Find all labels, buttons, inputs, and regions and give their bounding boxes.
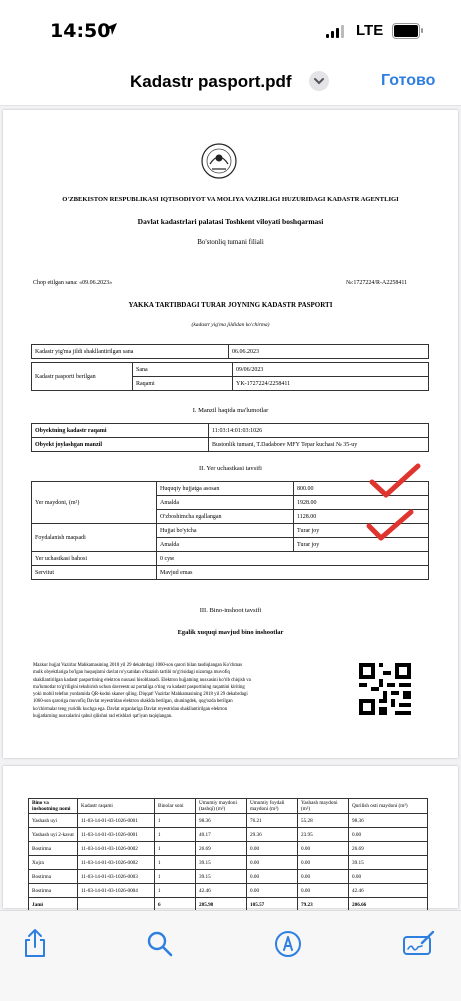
cell: 55.28 [298,814,349,828]
land-value-value: 0 сум [157,552,429,566]
document-subtitle: (kadastr yig'ma jildidan ko'chirma) [191,322,270,328]
address-label: Obyekt joylashgan manzil [32,438,209,452]
formed-date-label: Kadastr yig'ma jildi shakllantirilgan sana [32,345,229,359]
branch-heading: Bo'stonliq tumani filiali [197,238,264,246]
cell: 39.15 [196,870,247,884]
share-icon[interactable] [22,928,48,958]
cell: 11-03-14-01-03-1026-0001 [78,814,155,828]
cell: 11-03-14-01-03-1026-0004 [78,884,155,898]
footer-notice [33,662,251,720]
table-row [29,870,428,884]
search-icon[interactable] [146,930,174,958]
cell: 76.21 [247,814,298,828]
red-checkmark-icon [365,508,415,542]
unauthorized-area-label: O'zboshimcha egallangan [157,510,294,524]
unauthorized-area-value: 1128.00 [294,510,429,524]
column-header: Kadastr raqami [78,799,155,814]
number-label: Raqami [133,377,233,391]
land-value-label: Yer uchastkasi bahosi [32,552,157,566]
purpose-doc-label: Hujjat bo'yicha [157,524,294,538]
ownership-heading: Egalik xuquqi mavjud bino inshootlar [177,629,284,636]
cell: 11-03-14-01-03-1026-0002 [78,856,155,870]
footer-line: yoki mobil telefon yordamida QR-kodni skaner qiling. Diqqat! Vazirlar Mahkamasining 2018 yil 29 dekabrdagi [33,692,248,698]
cell: 105.57 [247,898,298,912]
footer-line: shakllantirilgan kadastr pasportining elektron nusxasi hisoblanadi. Elektron hujjatning nusxasini ko'rib chiqish va [33,677,251,683]
red-checkmark-icon [368,462,423,500]
battery-icon [392,23,420,39]
cell: 39.15 [196,856,247,870]
cell: 0.00 [298,884,349,898]
cell: 11-03-14-01-03-1026-0002 [78,842,155,856]
section-land-heading: II. Yer uchastkasi tavsifi [198,465,262,472]
servitut-label: Servitut [32,566,157,580]
cell: 42.46 [196,884,247,898]
document-title[interactable]: Kadastr pasport.pdf [130,72,292,91]
cell: 1 [155,884,196,898]
markup-icon[interactable] [273,929,303,959]
purpose-doc-value: Turar joy [294,524,429,538]
cell: 26.69 [196,842,247,856]
cell: 1 [155,842,196,856]
cell: 0.00 [247,842,298,856]
cell: 0.00 [298,856,349,870]
date-value: 09/06/2023 [233,363,429,377]
purpose-label: Foydalanish maqsadi [32,524,157,552]
cell: 1 [155,828,196,842]
cell: Bostirma [29,870,78,884]
cell: 1 [155,814,196,828]
section-building-heading: III. Bino-inshoot tavsifi [199,607,262,614]
table-row [29,842,428,856]
actual-area-value: 1928.00 [294,496,429,510]
chamber-heading: Davlat kadastrlari palatasi Toshkent viloyati boshqarmasi [137,217,324,226]
done-button[interactable]: Готово [381,72,436,89]
cell: 29.36 [247,828,298,842]
cell: 0.00 [247,870,298,884]
cell: 98.36 [196,814,247,828]
legal-area-value: 800.00 [294,482,429,496]
cell: 42.46 [349,884,428,898]
date-label: Sana [133,363,233,377]
qr-code-icon[interactable] [359,663,411,715]
status-bar [0,0,461,60]
cell: 0.00 [247,884,298,898]
cell: 1 [155,856,196,870]
cell: 79.23 [298,898,349,912]
footer-line: hujjatlarning nusxalarini qabul qilishni rad etishlari qat'iyan taqiqlangan. [33,714,173,720]
location-arrow-icon [104,22,118,36]
cell: Yashash uyi [29,814,78,828]
section-address-heading: I. Manzil haqida ma'lumotlar [192,407,269,414]
cell: 206.66 [349,898,428,912]
cell: Jami [29,898,78,912]
cell: 39.15 [349,856,428,870]
cellular-signal-icon [326,24,344,38]
issued-table [31,362,429,391]
footer-line: ko'chirmalar teng yuridik kuchga ega. Davlat organlariga Davlat reyestridan shakllantirilgan elektron [33,706,228,712]
footer-line: mulk obyektlariga bo'lgan huquqlarni davlat ro'yxatidan o'tkazish tartibi to'g'risidagi nizomga muvofiq [33,670,230,676]
print-date: Chop etilgan sana: «09.06.2023» [33,280,113,286]
cell: 11-03-14-01-03-1026-0003 [78,870,155,884]
signature-icon[interactable] [402,930,436,956]
issued-label: Kadastr pasporti berilgan [32,363,133,391]
footer-line: ma'lumotlar to'g'riligini tekshirish uchun davreestr.uz portaliga o'ting va kadastr pasportining raqamini kiriting [33,684,245,690]
area-label: Yer maydoni, (m²) [32,482,157,524]
column-header: Umumiy maydoni (tashqi) (m²) [196,799,247,814]
column-header: Qurilish osti maydoni (m²) [349,799,428,814]
passport-info-table [31,344,429,359]
column-header: Bino va inshootning nomi [29,799,78,814]
legal-area-label: Huquqiy hujjatga asosan [157,482,294,496]
bottom-toolbar [0,910,461,1001]
cell: 26.69 [349,842,428,856]
cell: 0.00 [298,842,349,856]
cell: 98.36 [349,814,428,828]
state-emblem-icon [200,142,238,180]
cell: 1 [155,870,196,884]
cell: 0.00 [298,870,349,884]
agency-heading: O'ZBEKISTON RESPUBLIKASI IQTISODIYOT VA MOLIYA VAZIRLIGI HUZURIDAGI KADASTR AGENTLIGI [62,196,399,203]
cell: 0.00 [349,828,428,842]
footer-line: 1060-son qaroriga muvofiq Davlat reyestridan elektron shaklda berilgan, shuningdek, qog'ozda berilgan [33,699,233,705]
table-row [29,814,428,828]
table-row [29,884,428,898]
formed-date-value: 06.06.2023 [229,345,429,359]
cell: 40.17 [196,828,247,842]
document-page-2 [3,766,458,908]
cell: Bostirma [29,842,78,856]
cell: 0.00 [247,856,298,870]
column-header: Yashash maydoni (m²) [298,799,349,814]
cell: Yashash uyi 2-kavat [29,828,78,842]
cell: 11-03-14-01-03-1026-0001 [78,828,155,842]
footer-line: Mazkur hujjat Vazirlar Mahkamasining 2018 yil 29 dekabrdagi 1060-son qarori bilan tasdiqlangan Ko'chmas [33,663,243,668]
buildings-table [28,798,428,912]
column-header: Binolar soni [155,799,196,814]
table-header-row [29,799,428,814]
cell: 0.00 [349,870,428,884]
cell: Bostirma [29,884,78,898]
cell: 6 [155,898,196,912]
address-value: Bustonlik tumani, T.Dadaboev MFY Tepar kuchasi № 35-uy [209,438,429,452]
document-title-heading: YAKKA TARTIBDAGI TURAR JOYNING KADASTR PASPORTI [128,301,333,309]
table-row [29,856,428,870]
chevron-down-icon[interactable] [309,71,329,91]
purpose-actual-value: Turar joy [294,538,429,552]
document-page-1 [3,110,458,758]
servitut-value: Mavjud emas [157,566,429,580]
cell: 23.95 [298,828,349,842]
address-table [31,423,429,452]
cell: Xojra [29,856,78,870]
cadastral-number-label: Obyektning kadastr raqami [32,424,209,438]
document-number: №:1727224/R-A2258411 [346,280,408,286]
network-type: LTE [356,22,384,39]
column-header: Umumiy foydali maydoni (m²) [247,799,298,814]
number-value: YK-1727224/2258411 [233,377,429,391]
table-row [29,828,428,842]
purpose-actual-label: Amalda [157,538,294,552]
cadastral-number-value: 11:03:14:01:03:1026 [209,424,429,438]
navigation-bar [0,60,461,106]
cell: 285.98 [196,898,247,912]
status-time: 14:50 [50,20,111,42]
actual-area-label: Amalda [157,496,294,510]
